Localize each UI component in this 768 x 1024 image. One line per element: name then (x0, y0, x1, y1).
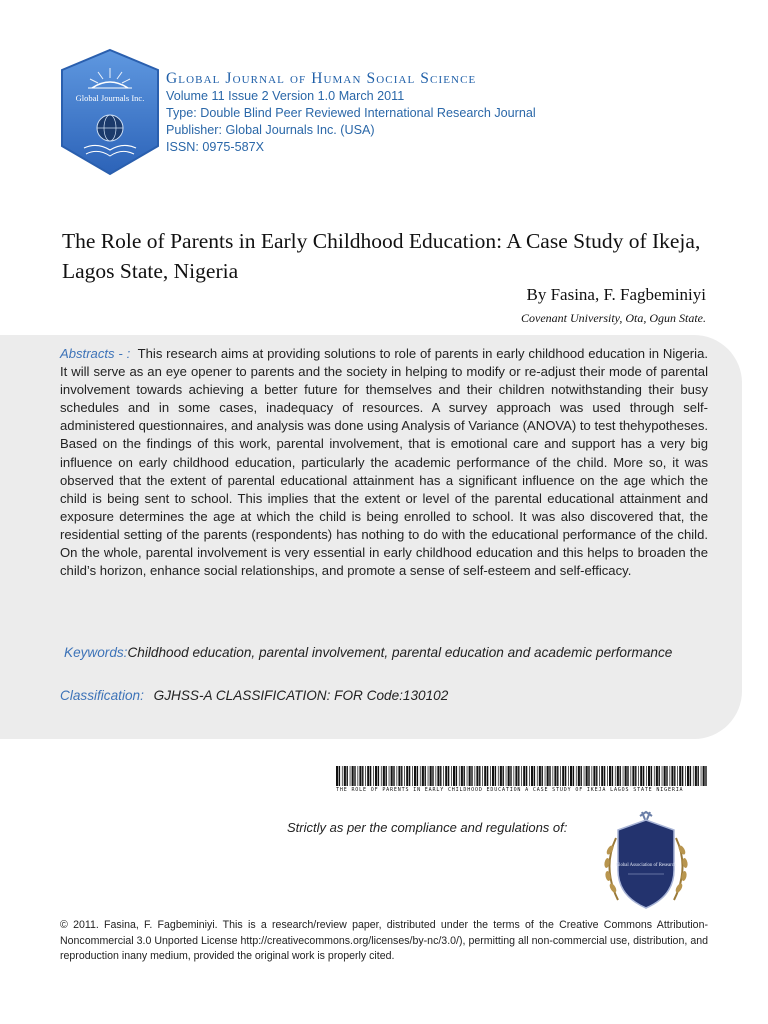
abstract-body: This research aims at providing solutions to role of parents in early childhood education in Nigeria. It will serve as an eye opener to parents and the society in helping to modify or re-adjust their mode of parental involvement towards achieving a better future for themselves and their children notwithstanding their busy schedules and in some cases, inadequacy of resources. A survey approach was used through self- administered questionnaires, and analysis was done using Analysis of Variance (ANOVA) to test thehypotheses. Based on the findings of this work, parental involvement, that is emotional care and support has a very big influence on early childhood education, particularly the academic performance of the child. More so, it was observed that the extent of parental educational attainment has a significant influence on the age which the child is being sent to school. This implies that the extent or level of the parental educational attainment and exposure determines the age at which the child is being enrolled to school. It was also discovered that, the residential setting of the parents (respondents) has nothing to do with the educational performance of the child. On the whole, parental involvement is very essential in early childhood education and this helps to broaden the child’s horizon, enhance social relationships, and promote a sense of self-esteem and self-efficacy. (60, 346, 709, 579)
crest-text: Global Association of Research (615, 863, 677, 868)
barcode-bar (367, 766, 369, 786)
journal-logo (60, 48, 160, 176)
barcode-bar (674, 766, 675, 786)
barcode-bar (417, 766, 418, 786)
barcode-bar (436, 766, 437, 786)
abstract-label: Abstracts - : (60, 346, 131, 361)
barcode-bar (381, 766, 382, 786)
barcode-bar (401, 766, 402, 786)
classification-label: Classification: (60, 688, 144, 703)
barcode-bar (521, 766, 522, 786)
barcode-bar (420, 766, 421, 786)
barcode-bar (484, 766, 486, 786)
barcode-bar (443, 766, 444, 786)
publisher: Publisher: Global Journals Inc. (USA) (166, 123, 375, 137)
barcode-bar (671, 766, 673, 786)
barcode-bar (685, 766, 686, 786)
barcode-bar (495, 766, 496, 786)
barcode-bar (515, 766, 517, 786)
barcode-bar (693, 766, 694, 786)
barcode-bar (389, 766, 390, 786)
barcode-bar (623, 766, 624, 786)
barcode-bar (386, 766, 387, 786)
barcode-bar (662, 766, 663, 786)
barcode-bar (500, 766, 502, 786)
barcode-bar (503, 766, 504, 786)
barcode-bar (393, 766, 394, 786)
barcode-bar (336, 766, 338, 786)
barcode-bar (409, 766, 410, 786)
barcode-bar (354, 766, 355, 786)
journal-title: Global Journal of Human Social Science (166, 70, 477, 87)
barcode-bar (373, 766, 374, 786)
barcode-bar (596, 766, 597, 786)
issn: ISSN: 0975-587X (166, 140, 265, 154)
barcode-bar (514, 766, 515, 786)
barcode-bar (539, 766, 541, 786)
barcode-bar (586, 766, 588, 786)
barcode-bar (490, 766, 491, 786)
barcode-bar (404, 766, 405, 786)
barcode-bar (350, 766, 351, 786)
barcode-bar (479, 766, 480, 786)
barcode-bar (632, 766, 634, 786)
barcode-bar (537, 766, 538, 786)
barcode-bar (487, 766, 488, 786)
barcode-bar (656, 766, 658, 786)
barcode-bar (557, 766, 558, 786)
barcode-bar (414, 766, 416, 786)
barcode-bar (568, 766, 569, 786)
barcode-bar (531, 766, 533, 786)
barcode-bar (451, 766, 452, 786)
barcode-bar (682, 766, 683, 786)
barcode-bar (358, 766, 359, 786)
barcode-bar (601, 766, 603, 786)
author-line: By Fasina, F. Fagbeminiyi (526, 285, 706, 304)
barcode-bar (646, 766, 647, 786)
barcode-bar (339, 766, 340, 786)
barcode-bar (370, 766, 371, 786)
barcode-bar (593, 766, 595, 786)
barcode-bar (578, 766, 580, 786)
barcode-bar (437, 766, 439, 786)
barcode-bar (529, 766, 530, 786)
barcode-caption: THE ROLE OF PARENTS IN EARLY CHILDHOOD EDUCATION A CASE STUDY OF IKEJA LAGOS STATE NIGERIA (336, 787, 684, 793)
barcode-bar (383, 766, 385, 786)
barcode-bar (506, 766, 507, 786)
compliance-text: Strictly as per the compliance and regulations of: (287, 820, 568, 835)
barcode-bar (638, 766, 639, 786)
barcode-bar (705, 766, 706, 786)
barcode-bar (698, 766, 699, 786)
barcode-bar (365, 766, 366, 786)
barcode-bar (344, 766, 346, 786)
barcode-bar (359, 766, 361, 786)
barcode-bar (542, 766, 543, 786)
barcode-bar (526, 766, 527, 786)
barcode-bar (615, 766, 616, 786)
barcode-bar (643, 766, 644, 786)
barcode-bar (620, 766, 621, 786)
barcode-bar (523, 766, 525, 786)
license-footer: © 2011. Fasina, F. Fagbeminiyi. This is a research/review paper, distributed under the terms of the Creative Commons Attribution-Noncommercial 3.0 Unported License http://creativecommons.org/licenses/by-nc/3.0/), permitting all non-commercial use, distribution, and reproduction inany medium, provided the original work is properly cited. (60, 919, 708, 962)
barcode-bar (362, 766, 363, 786)
barcode-bar (425, 766, 426, 786)
barcode-bar (612, 766, 613, 786)
logo-text: Global Journals Inc. (75, 93, 145, 103)
barcode-bar (482, 766, 483, 786)
barcode-bar (573, 766, 574, 786)
barcode-bar (453, 766, 455, 786)
barcode-bar (378, 766, 379, 786)
journal-type: Type: Double Blind Peer Reviewed International Research Journal (166, 106, 536, 120)
barcode-bar (677, 766, 678, 786)
barcode-bar (440, 766, 441, 786)
barcode-bar (518, 766, 519, 786)
barcode-bar (391, 766, 393, 786)
barcode-bar (475, 766, 476, 786)
barcode-bar (461, 766, 463, 786)
keywords-label: Keywords: (64, 645, 128, 660)
barcode-bar (654, 766, 655, 786)
abstract (60, 345, 708, 580)
paper-title: The Role of Parents in Early Childhood Education: A Case Study of Ikeja, Lagos State, Nigeria (62, 229, 701, 283)
barcode-bar (635, 766, 636, 786)
barcode-bar (617, 766, 619, 786)
barcode-bar (664, 766, 666, 786)
author-affiliation: Covenant University, Ota, Ogun State. (521, 311, 706, 325)
barcode-bar (352, 766, 354, 786)
barcode-bar (607, 766, 608, 786)
barcode-bar (581, 766, 582, 786)
barcode-bar (565, 766, 566, 786)
barcode-bar (422, 766, 424, 786)
barcode-bar (651, 766, 652, 786)
barcode-bar (648, 766, 650, 786)
barcode-bar (604, 766, 605, 786)
barcode-bar (592, 766, 593, 786)
barcode-bar (584, 766, 585, 786)
classification-row (60, 688, 448, 703)
barcode-bar (448, 766, 449, 786)
barcode-bar (412, 766, 413, 786)
barcode-bar (553, 766, 554, 786)
barcode-bar (508, 766, 510, 786)
barcode-bar (464, 766, 465, 786)
classification-text: GJHSS-A CLASSIFICATION: FOR Code:130102 (153, 688, 449, 703)
barcode-bar (670, 766, 671, 786)
barcode-bar (471, 766, 472, 786)
barcode-bar (428, 766, 429, 786)
barcode-bar (342, 766, 343, 786)
barcode-bar (640, 766, 642, 786)
barcode-bar (687, 766, 689, 786)
barcode-bar (398, 766, 400, 786)
barcode-bar (498, 766, 499, 786)
barcode-bar (679, 766, 681, 786)
barcode-bar (549, 766, 550, 786)
journal-header (166, 70, 586, 156)
barcode-bar (701, 766, 702, 786)
barcode-bar (609, 766, 611, 786)
barcode-bar (562, 766, 564, 786)
barcode-bar (492, 766, 494, 786)
barcode-bar (599, 766, 600, 786)
keywords-row (64, 644, 742, 662)
barcode-bar (545, 766, 546, 786)
barcode-bar (397, 766, 398, 786)
barcode-bar (666, 766, 667, 786)
keywords-text: Childhood education, parental involvement, parental education and academic performance (127, 645, 673, 660)
barcode-bar (547, 766, 549, 786)
barcode-bar (625, 766, 627, 786)
barcode-bar (432, 766, 433, 786)
barcode-bar (659, 766, 660, 786)
barcode-bar (627, 766, 628, 786)
barcode-bar (576, 766, 577, 786)
barcode-bar (476, 766, 478, 786)
barcode-bar (570, 766, 572, 786)
barcode-bar (703, 766, 705, 786)
barcode-bar (588, 766, 589, 786)
barcode-bar (430, 766, 432, 786)
barcode-bar (690, 766, 691, 786)
barcode-bar (510, 766, 511, 786)
barcode-bar (406, 766, 408, 786)
barcode-bar (554, 766, 556, 786)
barcode-bar (347, 766, 348, 786)
barcode-bar (534, 766, 535, 786)
barcode-bar (445, 766, 447, 786)
barcode-bar (467, 766, 468, 786)
barcode-bar (456, 766, 457, 786)
barcode-bar (631, 766, 632, 786)
barcode-bar (459, 766, 460, 786)
association-crest (596, 808, 696, 918)
barcode-bar (560, 766, 561, 786)
volume-info: Volume 11 Issue 2 Version 1.0 March 2011 (166, 89, 405, 103)
barcode-bar (695, 766, 697, 786)
barcode-bar (469, 766, 471, 786)
barcode-bar (375, 766, 377, 786)
